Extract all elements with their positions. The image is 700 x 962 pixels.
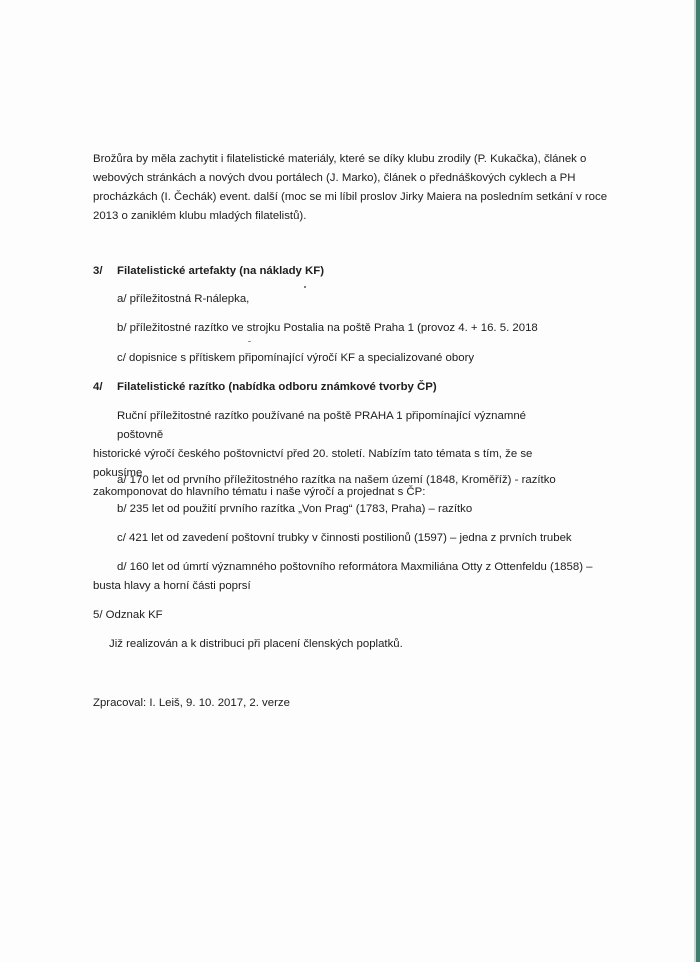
section-4-item-a: a/ 170 let od prvního příležitostného razítka na našem území (1848, Kroměříž) - razítko xyxy=(117,474,556,486)
intro-line: Brožůra by měla zachytit i filatelistické materiály, které se díky klubu zrodily (P. Kukačka), článek o xyxy=(93,153,587,165)
section-3-number: 3/ xyxy=(93,265,103,277)
section-3-item-b: b/ příležitostné razítko ve strojku Postalia na poště Praha 1 (provoz 4. + 16. 5. 2018 xyxy=(117,322,538,334)
section-3-title: Filatelistické artefakty (na náklady KF) xyxy=(117,265,325,277)
intro-line: 2013 o zaniklém klubu mladých filatelistů). xyxy=(93,210,307,222)
section-4-para-line: zakomponovat do hlavního tématu i naše výročí a projednat s ČP: xyxy=(93,486,426,498)
section-4-para-line: historické výročí českého poštovnictví před 20. století. Nabízím tato témata s tím, že se pokusíme xyxy=(93,448,533,479)
section-3-heading xyxy=(93,262,324,281)
section-4-number: 4/ xyxy=(93,381,103,393)
section-3-item-c: c/ dopisnice s přítiskem připomínající výročí KF a specializované obory xyxy=(117,352,475,364)
section-5-heading: 5/ Odznak KF xyxy=(93,609,163,621)
scan-speck xyxy=(304,286,306,288)
section-4-item-d-line: busta hlavy a horní části poprsí xyxy=(93,580,251,592)
section-4-title: Filatelistické razítko (nabídka odboru známkové tvorby ČP) xyxy=(117,381,437,393)
section-4-item-c: c/ 421 let od zavedení poštovní trubky v činnosti postilionů (1597) – jedna z prvních trubek xyxy=(117,532,572,544)
scan-speck xyxy=(248,341,251,342)
scan-edge xyxy=(696,0,700,962)
section-4-item-d xyxy=(93,558,613,596)
signature-line: Zpracoval: I. Leiš, 9. 10. 2017, 2. verze xyxy=(93,697,290,709)
section-4-para-line: Ruční příležitostné razítko používané na poště PRAHA 1 připomínající významné poštovně xyxy=(117,410,527,441)
section-5-text: Již realizován a k distribuci při placení členských poplatků. xyxy=(109,638,403,650)
section-4-heading xyxy=(93,378,437,397)
intro-line: webových stránkách a nových dvou portálech (J. Marko), článek o přednáškových cyklech a PH xyxy=(93,172,576,184)
intro-line: procházkách (I. Čechák) event. další (moc se mi líbil proslov Jirky Maiera na posledním setkání v roce xyxy=(93,191,608,203)
intro-paragraph xyxy=(93,150,613,226)
section-4-item-b: b/ 235 let od použití prvního razítka „Von Prag“ (1783, Praha) – razítko xyxy=(117,503,473,515)
section-3-item-a: a/ příležitostná R-nálepka, xyxy=(117,293,250,305)
section-4-item-d-line: d/ 160 let od úmrtí významného poštovního reformátora Maxmiliána Otty z Ottenfeldu (1858) – xyxy=(117,561,593,573)
